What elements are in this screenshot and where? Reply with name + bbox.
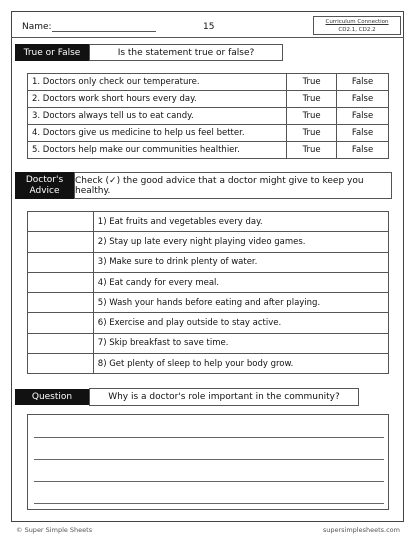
statement-cell: 5. Doctors help make our communities healthier. bbox=[28, 142, 287, 159]
curriculum-codes: CD2.1, CD2.2 bbox=[338, 27, 376, 33]
true-false-prompt: Is the statement true or false? bbox=[89, 44, 283, 61]
check-cell[interactable] bbox=[28, 272, 94, 292]
true-false-row bbox=[28, 125, 389, 142]
page-number: 15 bbox=[203, 22, 215, 32]
false-option[interactable]: False bbox=[337, 91, 389, 108]
true-false-row bbox=[28, 108, 389, 125]
answer-line bbox=[34, 481, 384, 482]
advice-label-line1: Doctor's bbox=[25, 174, 64, 185]
statement-cell: 4. Doctors give us medicine to help us feel better. bbox=[28, 125, 287, 142]
advice-item: 5) Wash your hands before eating and after playing. bbox=[93, 293, 388, 313]
question-label: Question bbox=[15, 389, 89, 405]
true-false-row bbox=[28, 142, 389, 159]
advice-item: 6) Exercise and play outside to stay active. bbox=[93, 313, 388, 333]
doctors-advice-label bbox=[15, 172, 74, 199]
answer-line bbox=[34, 503, 384, 504]
true-option[interactable]: True bbox=[287, 125, 337, 142]
advice-row bbox=[28, 313, 389, 333]
true-false-label: True or False bbox=[15, 44, 89, 61]
advice-row bbox=[28, 333, 389, 353]
false-option[interactable]: False bbox=[337, 108, 389, 125]
answer-line bbox=[34, 459, 384, 460]
false-option[interactable]: False bbox=[337, 125, 389, 142]
true-option[interactable]: True bbox=[287, 91, 337, 108]
true-false-row bbox=[28, 91, 389, 108]
answer-line bbox=[34, 437, 384, 438]
name-input-line[interactable] bbox=[52, 31, 156, 32]
curriculum-title: Curriculum Connection bbox=[325, 19, 389, 25]
statement-cell: 1. Doctors only check our temperature. bbox=[28, 74, 287, 91]
answer-box[interactable] bbox=[27, 414, 389, 510]
check-cell[interactable] bbox=[28, 293, 94, 313]
advice-row bbox=[28, 232, 389, 252]
advice-row bbox=[28, 252, 389, 272]
advice-item: 2) Stay up late every night playing video games. bbox=[93, 232, 388, 252]
statement-cell: 3. Doctors always tell us to eat candy. bbox=[28, 108, 287, 125]
name-label: Name: bbox=[22, 22, 52, 32]
advice-row bbox=[28, 354, 389, 374]
false-option[interactable]: False bbox=[337, 142, 389, 159]
advice-prompt: Check (✓) the good advice that a doctor might give to keep you healthy. bbox=[74, 172, 392, 199]
true-false-table bbox=[27, 73, 389, 159]
check-cell[interactable] bbox=[28, 333, 94, 353]
advice-item: 8) Get plenty of sleep to help your body grow. bbox=[93, 354, 388, 374]
advice-item: 3) Make sure to drink plenty of water. bbox=[93, 252, 388, 272]
footer-copyright: © Super Simple Sheets bbox=[16, 526, 93, 534]
false-option[interactable]: False bbox=[337, 74, 389, 91]
check-cell[interactable] bbox=[28, 252, 94, 272]
true-option[interactable]: True bbox=[287, 142, 337, 159]
footer-website[interactable]: supersimplesheets.com bbox=[322, 526, 400, 534]
header-divider bbox=[11, 37, 404, 38]
advice-row bbox=[28, 272, 389, 292]
check-cell[interactable] bbox=[28, 232, 94, 252]
true-false-row bbox=[28, 74, 389, 91]
advice-row bbox=[28, 212, 389, 232]
true-option[interactable]: True bbox=[287, 74, 337, 91]
advice-label-line2: Advice bbox=[29, 185, 60, 196]
advice-item: 4) Eat candy for every meal. bbox=[93, 272, 388, 292]
advice-row bbox=[28, 293, 389, 313]
check-cell[interactable] bbox=[28, 354, 94, 374]
statement-cell: 2. Doctors work short hours every day. bbox=[28, 91, 287, 108]
question-prompt: Why is a doctor's role important in the community? bbox=[89, 388, 359, 406]
check-cell[interactable] bbox=[28, 313, 94, 333]
advice-item: 1) Eat fruits and vegetables every day. bbox=[93, 212, 388, 232]
advice-table bbox=[27, 211, 389, 374]
curriculum-connection-box bbox=[313, 16, 401, 35]
true-option[interactable]: True bbox=[287, 108, 337, 125]
check-cell[interactable] bbox=[28, 212, 94, 232]
advice-item: 7) Skip breakfast to save time. bbox=[93, 333, 388, 353]
